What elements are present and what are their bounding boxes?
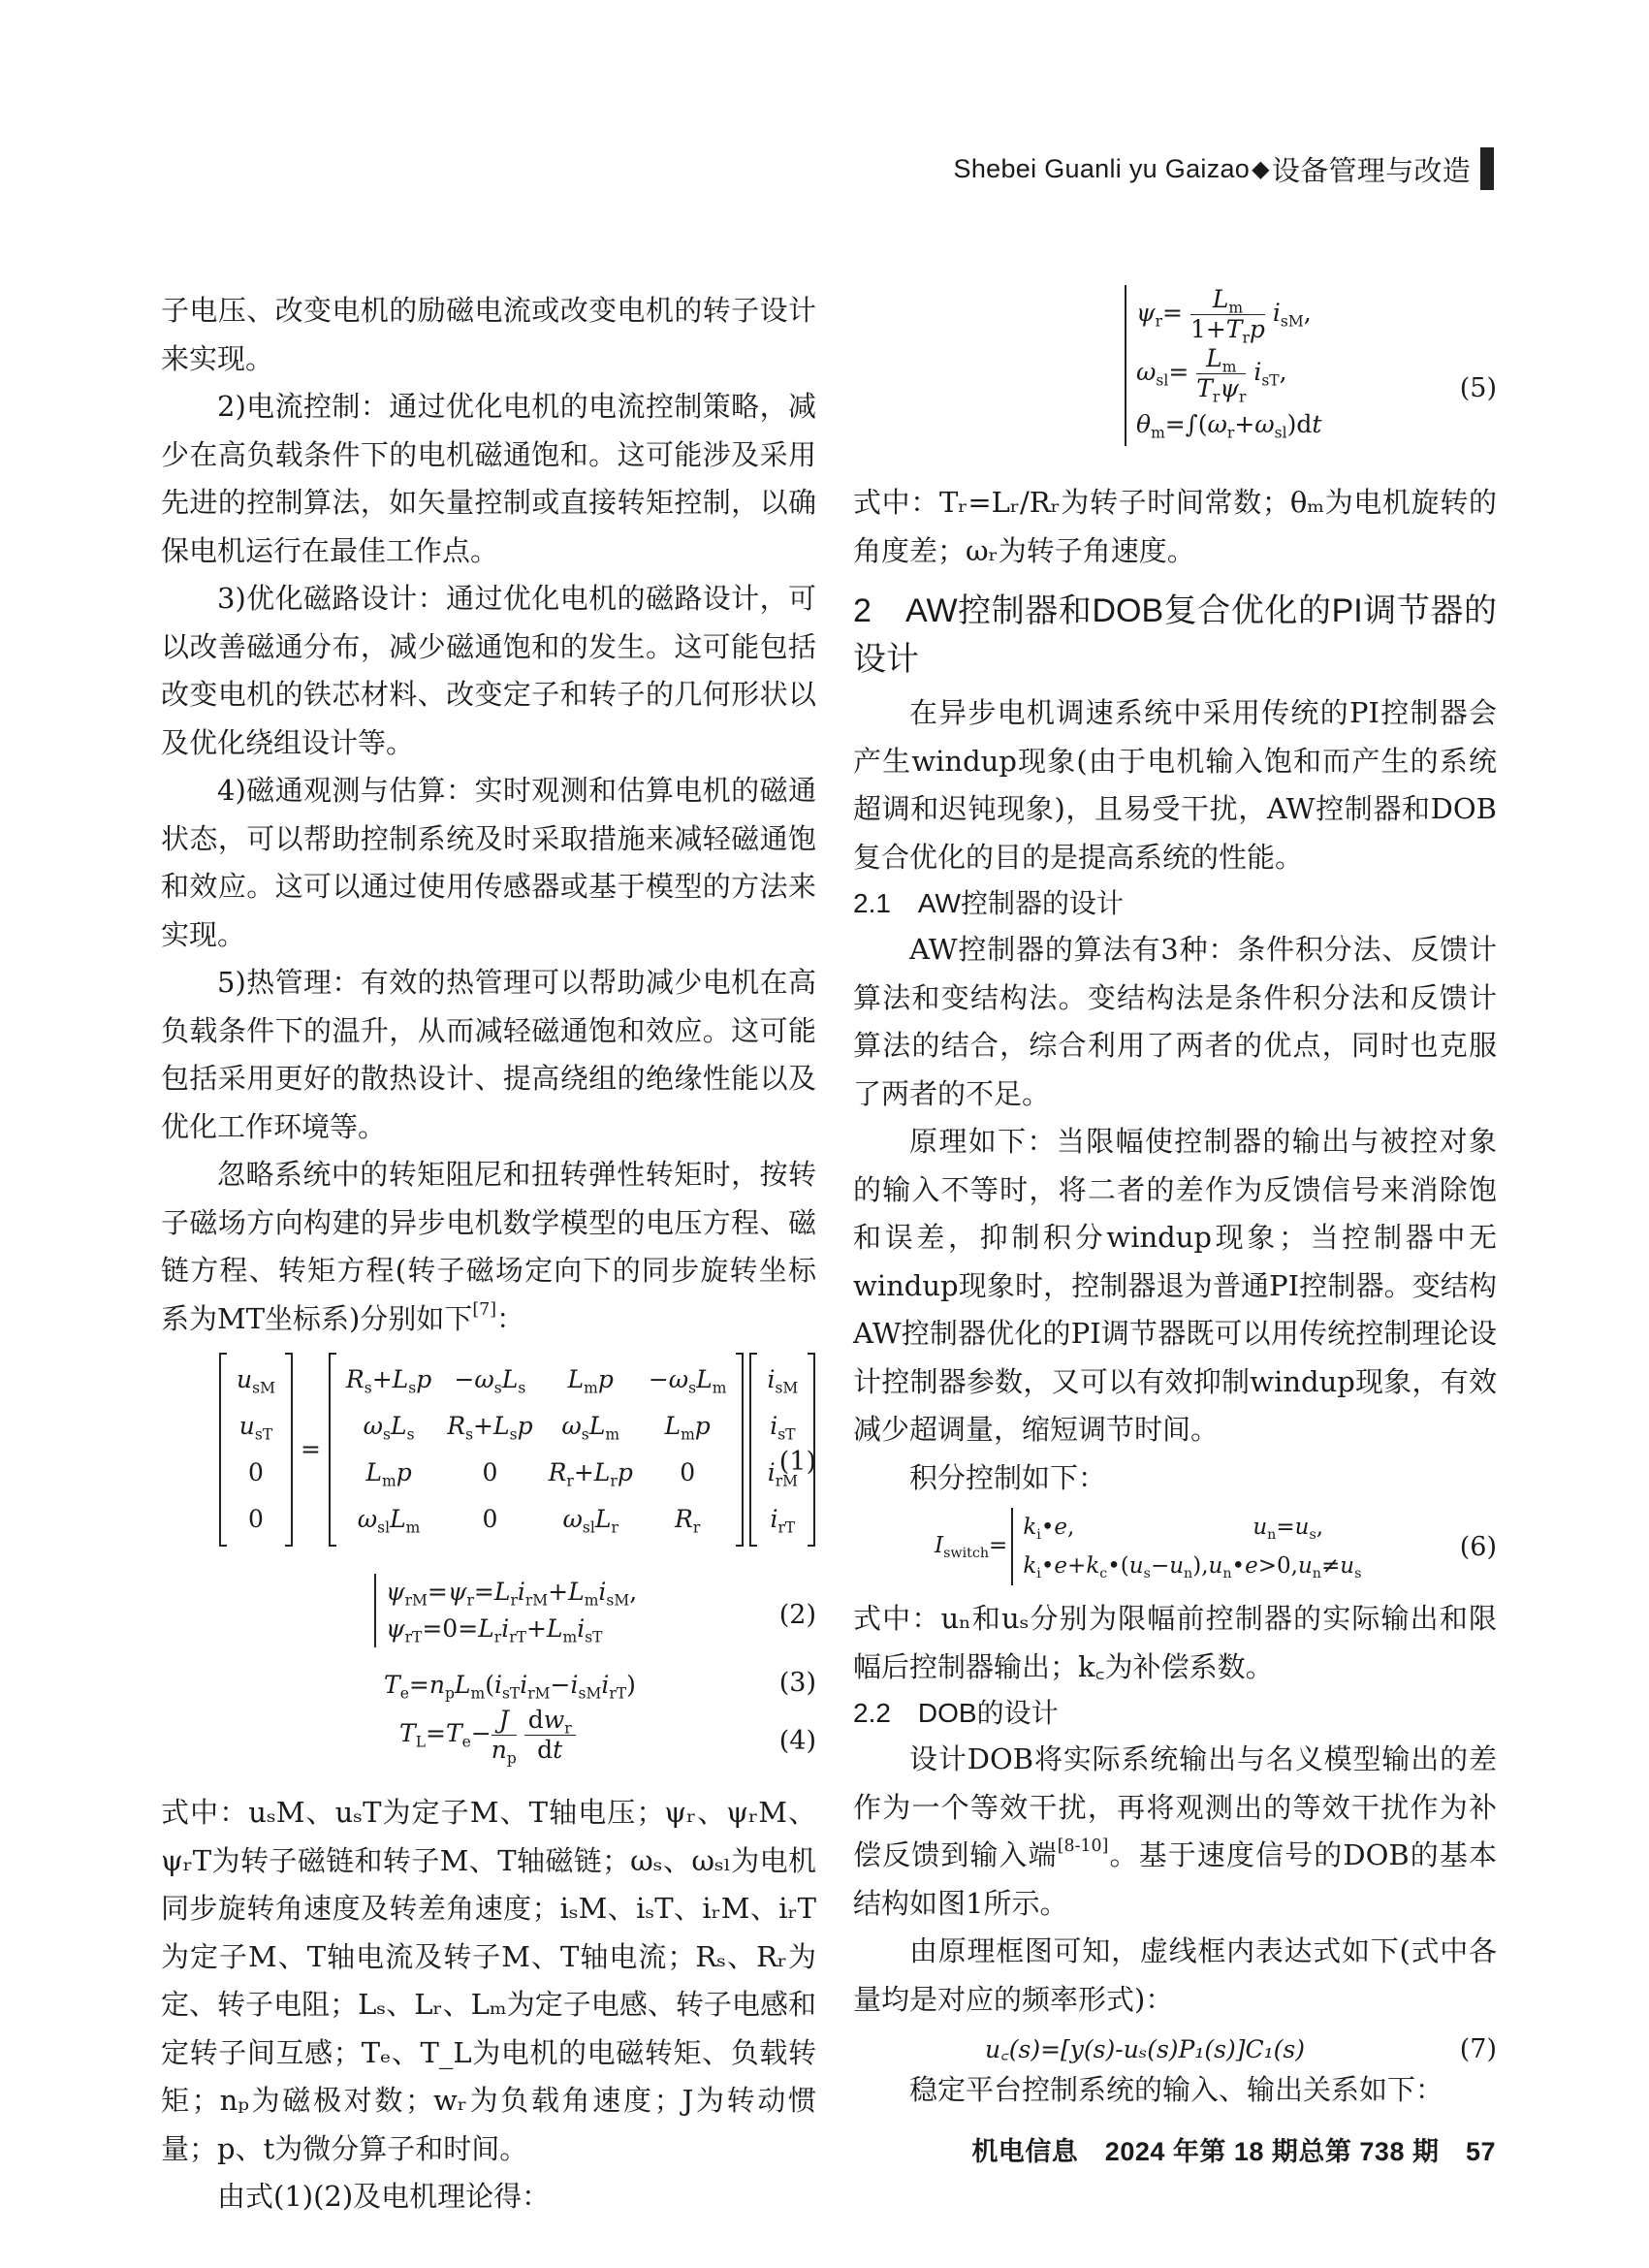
equation-2: $\psi_{rM}=\psi_r=L_ri_{rM}+L_mi_{sM}$, $\psi_{rT}=0=L_ri_{rT}+L_mi_{sT}$ (2) (161, 1570, 816, 1655)
paragraph: 子电压、改变电机的励磁电流或改变电机的转子设计来实现。 (161, 294, 816, 375)
citation: [8-10] (1057, 1837, 1109, 1857)
diamond-icon: ◆ (1252, 155, 1270, 182)
equation-number: (6) (1459, 1532, 1497, 1562)
equation-1: $u_{sM}$ $u_{sT}$ 0 0 = $R_s+L_sp$ $-\omega_sL_s$ $L_mp$ $-\omega_sL_m$ $\omega_sL_s$ $R_s+L_sp$ $\omega_sL_m$ $L_mp$ $L_mp$ 0 $R_r+L_rp$ 0 $\omega_{sl}L_m$ 0 $\omega_{sl}L_r$ $R_r$ $i_{sM}$ $i_{sT}$ $i_{rM}$ $i_{rT}$ (1) (161, 1349, 816, 1570)
equation-number: (1) (778, 1447, 816, 1477)
paragraph-text: 。基于速度信号的DOB的基本结构如图1所示。 (853, 1838, 1497, 1920)
journal-title-cn: 设备管理与改造 (1271, 155, 1471, 187)
paragraph: 4)磁通观测与估算：实时观测和估算电机的磁通状态，可以帮助控制系统及时采取措施来减轻磁通饱和效应。这可以通过使用传感器或基于模型的方法来实现。 (161, 774, 816, 951)
paragraph: 式中：uₛM、uₛT为定子M、T轴电压；ψᵣ、ψᵣM、ψᵣT为转子磁链和转子M、T轴磁链；ωₛ、ωₛₗ为电机同步旋转角速度及转差角速度；iₛM、iₛT、iᵣM、iᵣT为定子M、T轴电流及转子M、T轴电流；Rₛ、Rᵣ为定、转子电阻；Lₛ、Lᵣ、Lₘ为定子电感、转子电感和定转子间互感；Tₑ、T_L为电机的电磁转矩、负载转矩；nₚ为磁极对数；wᵣ为负载角速度；J为转动惯量；p、t为微分算子和时间。 (161, 1796, 816, 2165)
citation: [7] (472, 1299, 496, 1320)
impedance-matrix: $R_s+L_sp$ $-\omega_sL_s$ $L_mp$ $-\omega_sL_m$ $\omega_sL_s$ $R_s+L_sp$ $\omega_sL_m$ $L_mp$ $L_mp$ 0 $R_r+L_rp$ 0 $\omega_{sl}L_m$ 0 $\omega_{sl}L_r$ $R_r$ (329, 1353, 745, 1547)
equation-number: (7) (1459, 2034, 1497, 2064)
page-footer: 机电信息 2024 年第 18 期总第 738 期 57 (971, 2137, 1496, 2166)
equation-number: (5) (1459, 373, 1497, 403)
left-column (161, 287, 816, 2221)
paragraph: 积分控制如下： (909, 1460, 1107, 1494)
equation-6: $I_{switch}=$ $k_i•e$, $u_n=u_s$, $k_i•e+k_c•(u_s-u_n),u_n•e>0,u_n\ne u_s$ (6) (853, 1502, 1497, 1595)
header-bar (1480, 147, 1494, 190)
paragraph: 在异步电机调速系统中采用传统的PI控制器会产生windup现象(由于电机输入饱和而产生的系统超调和迟钝现象)，且易受干扰，AW控制器和DOB复合优化的目的是提高系统的性能。 (853, 696, 1497, 874)
paragraph: 式中：uₙ和uₛ分别为限幅前控制器的实际输出和限幅后控制器输出；k꜀为补偿系数。 (853, 1602, 1497, 1683)
paragraph: AW控制器的算法有3种：条件积分法、反馈计算法和变结构法。变结构法是条件积分法和反馈计算法的结合，综合利用了两者的优点，同时也克服了两者的不足。 (853, 933, 1497, 1110)
equation-5: $\psi_r=$ $\frac{L_m}{1+T_rp}$ $i_{sM}$, $\omega_{sl}=$ $\frac{L_m}{T_r\psi_r}$ $i_{sT}$, $\theta_m=\int(\omega_r+\omega_{sl})dt$ (5) (853, 285, 1497, 479)
paragraph: 原理如下：当限幅使控制器的输出与被控对象的输入不等时，将二者的差作为反馈信号来消除饱和误差，抑制积分windup现象；当控制器中无windup现象时，控制器退为普通PI控制器。变结构AW控制器优化的PI调节器既可以用传统控制理论设计控制器参数，又可以有效抑制windup现象，有效减少超调量，缩短调节时间。 (853, 1125, 1497, 1446)
subsection-heading: 2.1 AW控制器的设计 (853, 888, 1124, 918)
paragraph (161, 1151, 816, 1343)
paragraph: 5)热管理：有效的热管理可以帮助减少电机在高负载条件下的温升，从而减轻磁通饱和效应。这可能包括采用更好的散热设计、提高绕组的绝缘性能以及优化工作环境等。 (161, 966, 816, 1143)
equation-number: (4) (778, 1726, 816, 1756)
paragraph-text: ： (496, 1301, 525, 1335)
current-vector: $i_{sM}$ $i_{sT}$ $i_{rM}$ $i_{rT}$ (749, 1353, 815, 1547)
paragraph: 式中：Tᵣ=Lᵣ/Rᵣ为转子时间常数；θₘ为电机旋转的角度差；ωᵣ为转子角速度。 (853, 486, 1497, 567)
right-column (853, 287, 1497, 2115)
equation-4: $T_L=T_e-$ $\frac{J}{n_p}$ $\frac{dw_r}{dt}$ (4) (399, 1706, 816, 1768)
journal-pinyin: Shebei Guanli yu Gaizao (953, 153, 1251, 183)
equation-3: $T_e=n_pL_m(i_{sT}i_{rM}-i_{sM}i_{rT})$ (3) (161, 1655, 816, 1706)
equation-number: (2) (778, 1600, 816, 1630)
equation-number: (3) (778, 1668, 816, 1698)
paragraph-text: 设计DOB将实际系统输出与名义模型输出的差作为一个等效干扰，再将观测出的等效干扰作为补偿反馈到输入端 (853, 1742, 1497, 1871)
subsection-heading: 2.2 DOB的设计 (853, 1698, 1059, 1728)
paragraph: 由式(1)(2)及电机理论得： (217, 2180, 551, 2213)
section-heading: 2 AW控制器和DOB复合优化的PI调节器的设计 (853, 592, 1497, 678)
paragraph: 稳定平台控制系统的输入、输出关系如下： (909, 2073, 1444, 2106)
paragraph-text: 忽略系统中的转矩阻尼和扭转弹性转矩时，按转子磁场方向构建的异步电机数学模型的电压方程、磁链方程、转矩方程(转子磁场定向下的同步旋转坐标系为MT坐标系)分别如下 (161, 1158, 816, 1335)
paragraph: 3)优化磁路设计：通过优化电机的磁路设计，可以改善磁通分布，减少磁通饱和的发生。这可能包括改变电机的铁芯材料、改变定子和转子的几何形状以及优化绕组设计等。 (161, 582, 816, 759)
equation-body: u꜀(s)=[y(s)-uₛ(s)P₁(s)]C₁(s) (985, 2035, 1305, 2063)
running-header (954, 147, 1494, 190)
paragraph (853, 1736, 1497, 1928)
paragraph: 2)电流控制：通过优化电机的电流控制策略，减少在高负载条件下的电机磁通饱和。这可能涉及采用先进的控制算法，如矢量控制或直接转矩控制，以确保电机运行在最佳工作点。 (161, 390, 816, 567)
equation-7 (853, 2024, 1497, 2066)
voltage-vector: $u_{sM}$ $u_{sT}$ 0 0 (219, 1353, 293, 1547)
paragraph: 由原理框图可知，虚线框内表达式如下(式中各量均是对应的频率形式)： (853, 1934, 1497, 2016)
